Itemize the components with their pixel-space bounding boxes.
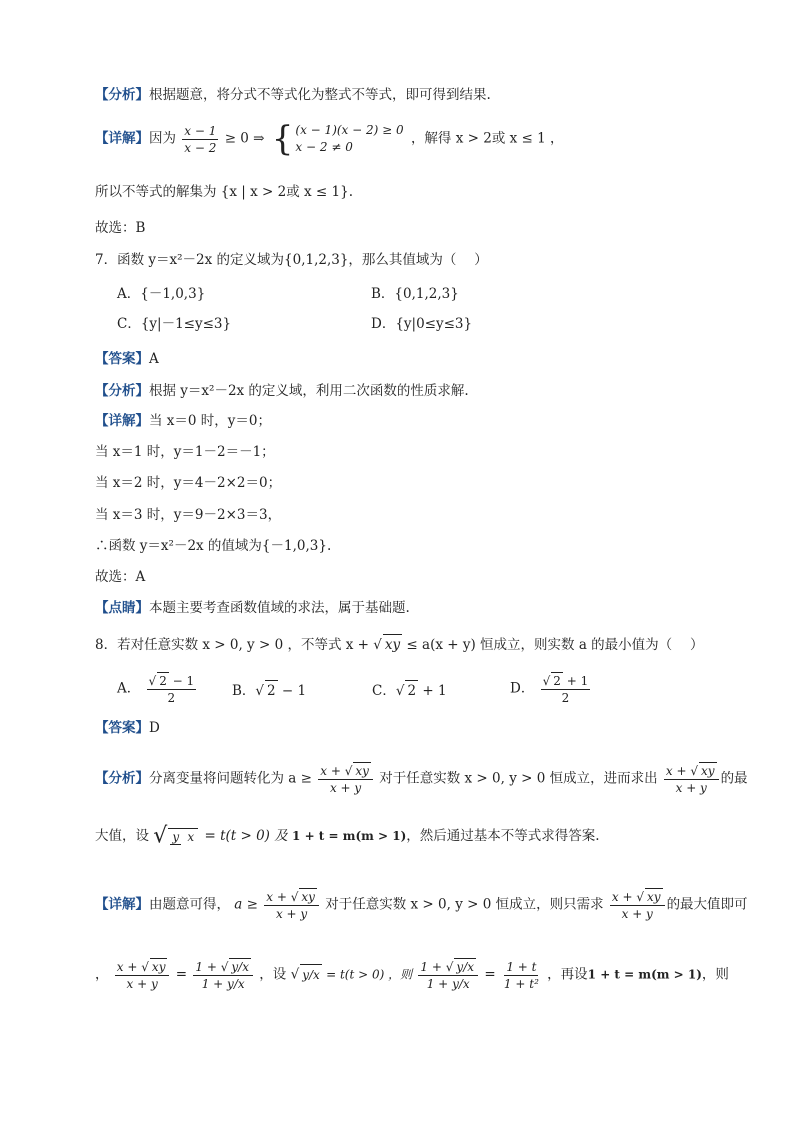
q8-detail2-one-plus: 1 + bbox=[201, 977, 224, 991]
q7-detail-text-1: 当 x＝0 时，y＝0； bbox=[149, 413, 272, 429]
q8-option-b-sqrt: 2 bbox=[265, 680, 278, 701]
q8-detail2-frac-a bbox=[115, 958, 170, 992]
q8-option-d bbox=[510, 672, 592, 706]
sqrt-icon: √ bbox=[636, 890, 645, 904]
q8-detail2-one-plus: 1 + bbox=[195, 960, 217, 974]
q7-comment-line bbox=[95, 598, 410, 618]
q8-analysis-frac-2 bbox=[664, 762, 719, 796]
q7-answer: A bbox=[149, 351, 159, 367]
q8-frac-num-sqrt: xy bbox=[701, 764, 715, 778]
q8-detail2-bold: 1 + t = m(m > 1) bbox=[587, 967, 702, 982]
q6-detail-line bbox=[95, 119, 564, 159]
q8-detail2-end: ，则 bbox=[701, 966, 729, 983]
q8-analysis-mid: 对于任意实数 x > 0, y > 0 恒成立，进而求出 bbox=[379, 770, 658, 787]
q8-analysis-frac-1 bbox=[318, 762, 373, 796]
q7-analysis-line bbox=[95, 381, 469, 401]
q8-option-a-sqrt: 2 bbox=[159, 674, 167, 688]
q8-stem-sqrt: xy bbox=[383, 634, 402, 655]
q8-y: y bbox=[452, 977, 459, 991]
q8-option-d-num-rest: + 1 bbox=[566, 674, 589, 688]
q7-choose: 故选：A bbox=[95, 569, 146, 585]
q8-option-b-label: B． bbox=[232, 683, 256, 699]
q7-option-a: A．{－1,0,3} bbox=[117, 286, 206, 302]
q6-ge0-implies: ≥ 0 ⇒ bbox=[224, 130, 265, 147]
detail-tag: 【详解】 bbox=[95, 896, 149, 913]
q8-analysis2-sqrt-frac bbox=[168, 828, 198, 845]
q8-x: x bbox=[242, 960, 249, 974]
q6-frac-num: x − 1 bbox=[184, 123, 217, 138]
q8-option-c-label: C． bbox=[372, 683, 396, 699]
q8-x: x bbox=[462, 977, 470, 991]
q8-frac-num-sqrt: xy bbox=[355, 764, 369, 778]
q8-x: x bbox=[467, 960, 475, 974]
q8-frac-den: x + y bbox=[275, 907, 308, 921]
q7-analysis-text: 根据 y＝x²－2x 的定义域，利用二次函数的性质求解. bbox=[149, 383, 469, 399]
q8-detail2-ratio-num: 1 + t bbox=[506, 959, 537, 974]
q8-frac-num-pre: x + bbox=[611, 890, 633, 904]
q8-detail2-eq: = bbox=[484, 966, 496, 983]
q8-option-b bbox=[232, 680, 306, 701]
q6-analysis-text: 根据题意，将分式不等式化为整式不等式，即可得到结果. bbox=[149, 87, 491, 103]
q6-fraction bbox=[182, 123, 218, 156]
q8-option-d-sqrt: 2 bbox=[553, 674, 561, 688]
left-brace-icon: { bbox=[271, 119, 294, 159]
q8-detail2-ratio-den: 1 + t² bbox=[503, 976, 539, 991]
q8-frac-den: x + y bbox=[126, 977, 158, 991]
q8-detail2-t: = t(t > 0) ，则 bbox=[326, 967, 413, 982]
q8-analysis2-mid: = t(t > 0) 及 bbox=[204, 828, 288, 844]
q7-detail-line-3: 当 x＝2 时，y＝4－2×2＝0； bbox=[95, 475, 282, 491]
q8-detail2-one-plus: 1 + bbox=[426, 977, 449, 991]
q8-detail2-set: ，设 bbox=[259, 966, 287, 983]
q8-x: x bbox=[237, 977, 245, 991]
q8-analysis2-pre: 大值，设 bbox=[95, 828, 149, 844]
q8-option-c-sqrt: 2 bbox=[405, 680, 418, 701]
q8-option-a-num-rest: − 1 bbox=[172, 674, 195, 688]
analysis-tag: 【分析】 bbox=[95, 87, 149, 103]
q8-option-c bbox=[372, 680, 447, 701]
q7-detail-line-2: 当 x＝1 时，y＝1－2＝－1； bbox=[95, 444, 275, 460]
q8-detail-mid: 对于任意实数 x > 0, y > 0 恒成立，则只需求 bbox=[325, 896, 604, 913]
q8-frac-num-pre: x + bbox=[116, 960, 138, 974]
q8-option-d-frac bbox=[541, 672, 591, 706]
q8-detail-frac-1 bbox=[264, 888, 319, 922]
q8-detail2-comma: ， bbox=[95, 966, 109, 983]
q8-analysis2-sqrt-den: x bbox=[187, 830, 195, 844]
answer-tag: 【答案】 bbox=[95, 720, 149, 736]
q6-inequality-system bbox=[271, 119, 404, 159]
q8-analysis2-sqrt-num: y bbox=[172, 830, 180, 844]
q8-analysis-line-1 bbox=[95, 762, 748, 796]
sqrt-icon: √ bbox=[255, 683, 265, 699]
q8-frac-num-sqrt: xy bbox=[647, 890, 661, 904]
q7-stem: 7．函数 y＝x²－2x 的定义域为{0,1,2,3}，那么其值域为（ ） bbox=[95, 252, 488, 268]
detail-tag: 【详解】 bbox=[95, 413, 149, 429]
sqrt-icon: √ bbox=[153, 823, 168, 849]
q7-detail-line-5: ∴函数 y＝x²－2x 的值域为{－1,0,3}. bbox=[95, 538, 332, 554]
q8-detail-line-2: ， $\frac{x + √ xy}{x + y}$ = $\frac{1 + √ y/x}{1 + y/x}$ ，设 √ y/x = t(t > 0) ，则 $\frac{1 + √ y/x}{1 + y/x}$ = $\frac{1 + t}{\text{1 + t²}}$ ，再设1 + t = m(m > 1)，则 bbox=[95, 959, 729, 991]
sqrt-icon: √ bbox=[344, 764, 353, 778]
q8-frac-num-pre: x + bbox=[266, 890, 287, 904]
q8-frac-den: x + y bbox=[675, 781, 707, 795]
q7-option-b: B．{0,1,2,3} bbox=[371, 286, 459, 302]
q8-frac-den: x + y bbox=[329, 781, 362, 795]
q8-detail2-eq: = bbox=[175, 966, 188, 983]
q8-detail-end: 的最大值即可 bbox=[666, 896, 748, 913]
comment-tag: 【点睛】 bbox=[95, 600, 149, 616]
q6-choose: 故选：B bbox=[95, 220, 146, 236]
q8-analysis-end: 的最 bbox=[720, 770, 748, 787]
q7-answer-line bbox=[95, 349, 159, 369]
sqrt-icon: √ bbox=[141, 960, 149, 974]
q8-detail2-frac-d bbox=[502, 959, 541, 992]
q8-frac-num-pre: x + bbox=[320, 764, 341, 778]
sqrt-icon: √ bbox=[290, 890, 299, 904]
q8-detail2-one-plus: 1 + bbox=[420, 960, 442, 974]
q8-option-d-label: D． bbox=[510, 680, 535, 697]
q8-y: y bbox=[456, 960, 464, 974]
q8-stem-post: ≤ a(x + y) 恒成立，则实数 a 的最小值为（ ） bbox=[406, 637, 704, 653]
q6-frac-den: x − 2 bbox=[184, 140, 217, 155]
sqrt-icon: √ bbox=[220, 960, 229, 974]
q8-option-a-label: A． bbox=[117, 680, 141, 697]
q8-answer: D bbox=[149, 720, 160, 736]
q8-stem-pre: 8．若对任意实数 x > 0, y > 0 ，不等式 x + bbox=[95, 637, 369, 653]
q6-analysis-line bbox=[95, 85, 491, 105]
q8-frac-num-pre: x + bbox=[665, 764, 687, 778]
q7-comment-text: 本题主要考查函数值域的求法，属于基础题. bbox=[149, 600, 410, 616]
answer-tag: 【答案】 bbox=[95, 351, 149, 367]
q8-analysis-line-2 bbox=[95, 823, 600, 849]
q6-solution-set: 所以不等式的解集为 {x | x > 2或 x ≤ 1}. bbox=[95, 184, 353, 200]
sqrt-icon: √ bbox=[290, 966, 300, 983]
q8-frac-den: x + y bbox=[621, 907, 653, 921]
q8-option-c-rest: + 1 bbox=[422, 683, 447, 699]
q8-detail-frac-2 bbox=[610, 888, 665, 922]
q8-detail-line-1 bbox=[95, 888, 748, 922]
q8-detail2-frac-b: $\frac{1 + √ y/x}{1 + y/x}$ bbox=[193, 958, 253, 992]
q8-frac-num-sqrt: xy bbox=[151, 960, 166, 974]
sqrt-icon: √ bbox=[148, 674, 157, 688]
analysis-tag: 【分析】 bbox=[95, 383, 149, 399]
q8-option-b-rest: − 1 bbox=[281, 683, 307, 699]
q8-analysis2-bold: 1 + t = m(m > 1) bbox=[292, 829, 407, 843]
q6-system-row-2: x − 2 ≠ 0 bbox=[295, 140, 353, 154]
sqrt-icon: √ bbox=[445, 960, 454, 974]
q8-analysis-pre: 分离变量将问题转化为 a ≥ bbox=[149, 770, 312, 787]
q8-answer-line bbox=[95, 718, 160, 738]
q7-detail-line-4: 当 x＝3 时，y＝9－2×3＝3， bbox=[95, 507, 282, 523]
q6-because: 因为 bbox=[149, 130, 176, 147]
q8-x: x bbox=[313, 967, 320, 982]
analysis-tag: 【分析】 bbox=[95, 770, 149, 787]
q8-detail-pre: 由题意可得， bbox=[149, 896, 230, 913]
q8-option-a-den: 2 bbox=[167, 691, 176, 705]
q8-y: y bbox=[227, 977, 234, 991]
q8-option-a bbox=[117, 672, 198, 706]
q6-solve-text: ，解得 x > 2或 x ≤ 1 ， bbox=[410, 130, 564, 147]
sqrt-icon: √ bbox=[395, 683, 405, 699]
q7-option-d: D．{y|0≤y≤3} bbox=[371, 316, 473, 332]
q8-option-a-frac bbox=[147, 672, 197, 706]
q7-detail-line-1 bbox=[95, 411, 271, 431]
q8-frac-num-sqrt: xy bbox=[301, 890, 315, 904]
q8-y: y bbox=[231, 960, 239, 974]
q8-stem bbox=[95, 634, 703, 655]
sqrt-icon: √ bbox=[690, 764, 699, 778]
detail-tag: 【详解】 bbox=[95, 130, 149, 147]
q6-system-row-1: (x − 1)(x − 2) ≥ 0 bbox=[295, 123, 404, 137]
sqrt-icon: √ bbox=[373, 637, 382, 653]
sqrt-icon: √ bbox=[542, 674, 551, 688]
q8-y: y bbox=[302, 967, 309, 982]
q8-analysis2-end: ，然后通过基本不等式求得答案. bbox=[406, 828, 600, 844]
q8-detail-a-ge: a ≥ bbox=[234, 896, 258, 913]
q7-option-c: C．{y|－1≤y≤3} bbox=[117, 316, 232, 332]
q8-detail2-frac-c: $\frac{1 + √ y/x}{1 + y/x}$ bbox=[418, 958, 478, 992]
q8-detail2-then: ，再设 bbox=[547, 966, 588, 983]
q8-option-d-den: 2 bbox=[561, 691, 570, 705]
